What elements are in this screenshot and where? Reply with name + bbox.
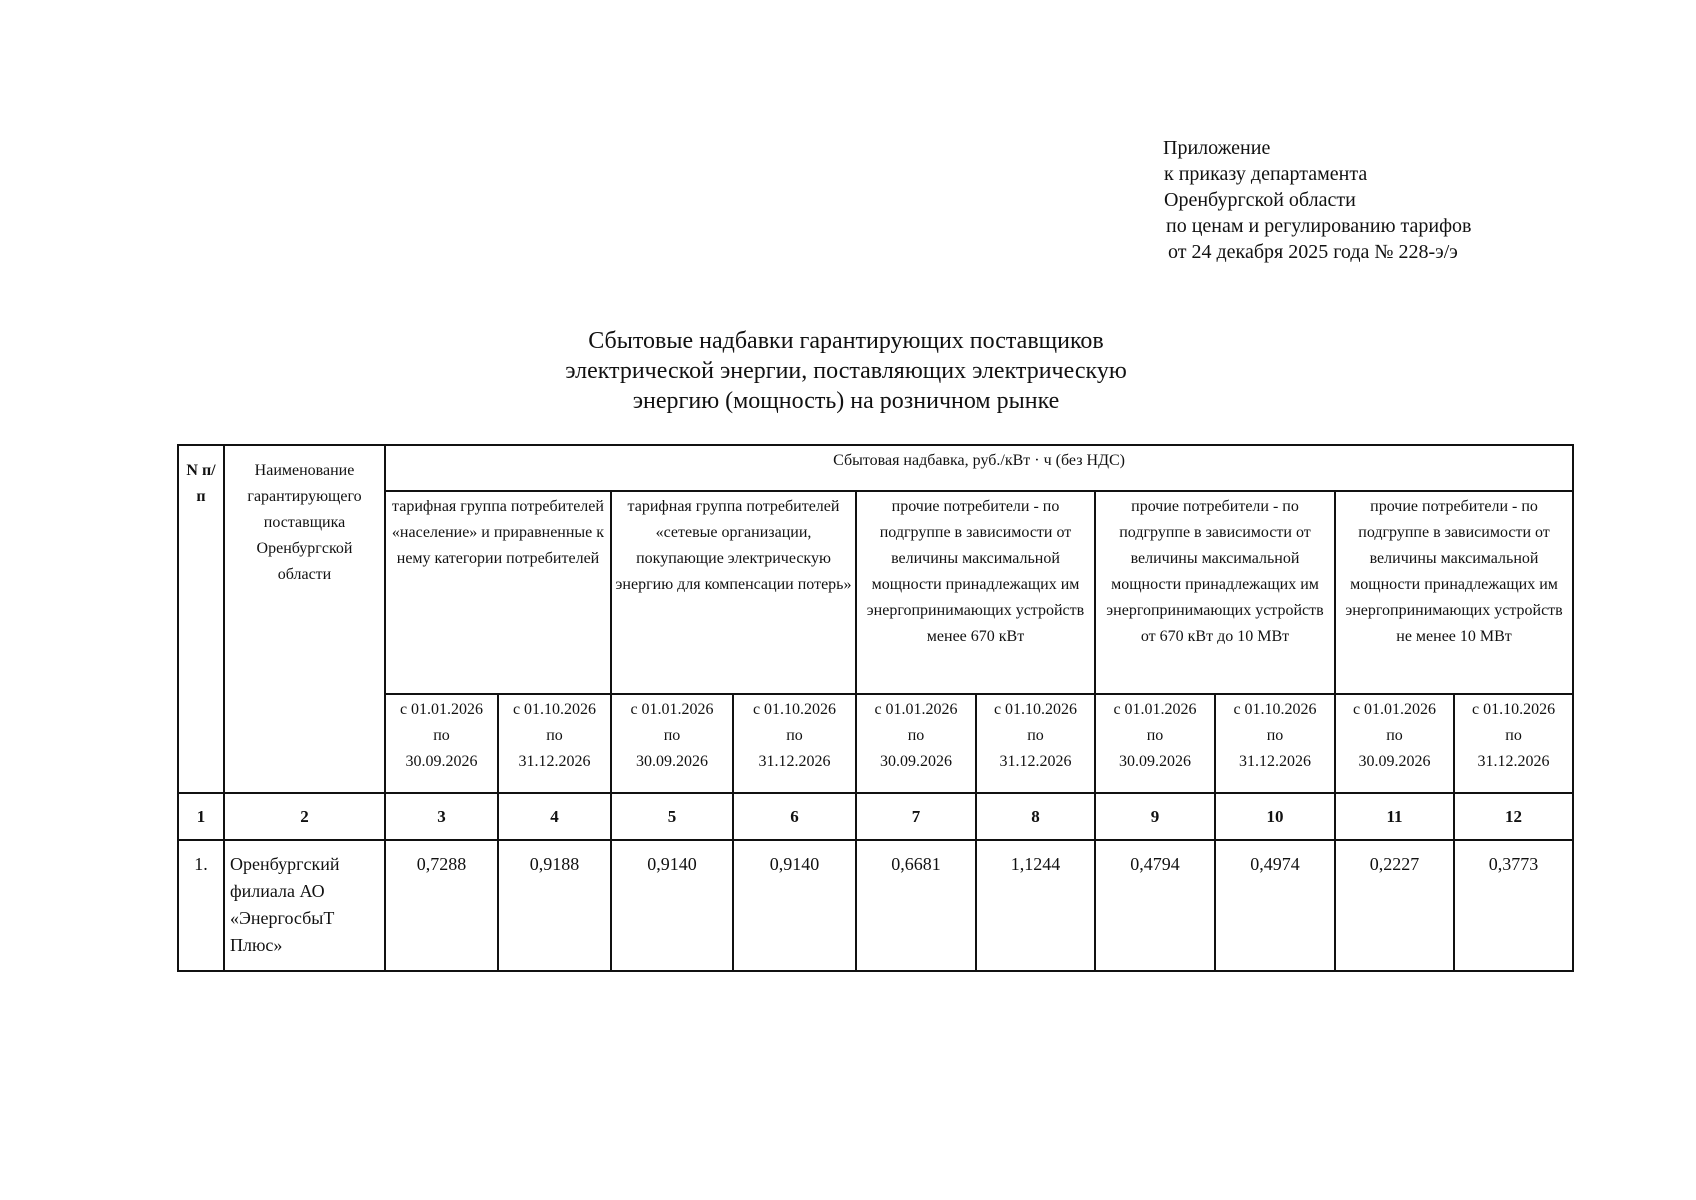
header-supplier-label: Наименование гарантирующего поставщика Оренбургской области [247,462,362,583]
period-from: с 01.10.2026 [512,701,597,718]
period-mid: по [1386,727,1403,744]
column-number: 7 [856,793,976,840]
group-label: тарифная группа потребителей «население» и приравненные к нему категории потребителей [391,498,605,567]
appendix-line: от 24 декабря 2025 года № 228-э/э [1168,241,1458,263]
period-from: с 01.01.2026 [630,701,714,718]
period-header [1454,694,1573,793]
period-to: 31.12.2026 [1239,753,1311,770]
column-number: 11 [1335,793,1454,840]
group-label: прочие потребители - по подгруппе в зависимости от величины максимальной мощности принадлежащих им энергопринимающих устройств не менее 10 МВт [1345,498,1563,645]
group-header [1335,491,1573,694]
period-header [498,694,611,793]
markup-value: 0,7288 [385,840,498,971]
supplier-name: Оренбургский филиала АО «ЭнергосбыТ Плюс» [224,840,385,971]
header-markup-label: Сбытовая надбавка, руб./кВт · ч (без НДС) [833,452,1125,469]
group-label: прочие потребители - по подгруппе в зависимости от величины максимальной мощности принадлежащих им энергопринимающих устройств менее 670 кВт [866,498,1085,645]
period-mid: по [1505,727,1522,744]
column-number: 5 [611,793,733,840]
column-number: 4 [498,793,611,840]
period-from: с 01.01.2026 [874,701,958,718]
column-number: 6 [733,793,856,840]
period-mid: по [663,727,681,744]
period-header [385,694,498,793]
period-from: с 01.01.2026 [1352,701,1437,718]
period-mid: по [1266,727,1284,744]
period-mid: по [1027,727,1044,744]
period-to: 30.09.2026 [1119,753,1191,770]
period-header [733,694,856,793]
document-title [0,326,1696,416]
group-label: тарифная группа потребителей «сетевые организации, покупающие электрическую энергию для компенсации потерь» [615,498,852,593]
period-from: с 01.10.2026 [1471,701,1556,718]
header-n [178,445,224,793]
group-header [385,491,611,694]
markup-value: 0,2227 [1335,840,1454,971]
period-from: с 01.10.2026 [752,701,837,718]
title-line: энергию (мощность) на розничном рынке [632,388,1060,414]
column-number: 12 [1454,793,1573,840]
markup-value: 0,9188 [498,840,611,971]
period-to: 31.12.2026 [758,753,831,770]
period-mid: по [907,727,925,744]
markup-value: 0,9140 [611,840,733,971]
period-to: 30.09.2026 [880,753,952,770]
markup-value: 0,4974 [1215,840,1335,971]
row-number: 1. [178,840,224,971]
period-header [976,694,1095,793]
period-from: с 01.10.2026 [1233,701,1317,718]
period-mid: по [546,727,563,744]
period-header [611,694,733,793]
group-label: прочие потребители - по подгруппе в зависимости от величины максимальной мощности принадлежащих им энергопринимающих устройств от 670 кВт до 10 МВт [1106,498,1324,645]
title-line: Сбытовые надбавки гарантирующих поставщиков [588,328,1104,354]
period-header [1095,694,1215,793]
column-number: 1 [178,793,224,840]
period-to: 30.09.2026 [1358,753,1431,770]
period-header [1335,694,1454,793]
period-to: 31.12.2026 [518,753,591,770]
appendix-line: по ценам и регулированию тарифов [1166,215,1472,237]
markup-value: 0,3773 [1454,840,1573,971]
header-supplier-name [224,445,385,793]
group-header [856,491,1095,694]
period-mid: по [786,727,803,744]
period-from: с 01.01.2026 [399,701,484,718]
period-mid: по [1146,727,1164,744]
column-number: 3 [385,793,498,840]
appendix-line: Приложение [1163,137,1271,159]
period-to: 30.09.2026 [636,753,708,770]
title-line: электрической энергии, поставляющих электрическую [565,358,1127,384]
period-mid: по [433,727,450,744]
period-header [1215,694,1335,793]
period-from: с 01.10.2026 [993,701,1078,718]
column-number: 2 [224,793,385,840]
period-to: 30.09.2026 [405,753,478,770]
group-header [1095,491,1335,694]
markup-value: 0,4794 [1095,840,1215,971]
group-header [611,491,856,694]
markup-value: 0,9140 [733,840,856,971]
column-number: 10 [1215,793,1335,840]
markup-value: 0,6681 [856,840,976,971]
header-markup [385,445,1573,491]
period-from: с 01.01.2026 [1113,701,1197,718]
column-number: 8 [976,793,1095,840]
markup-value: 1,1244 [976,840,1095,971]
period-header [856,694,976,793]
table-row [178,840,1573,971]
period-to: 31.12.2026 [1477,753,1550,770]
appendix-block [1163,135,1471,265]
header-n-label: N п/п [186,462,216,505]
appendix-line: Оренбургской области [1164,189,1356,211]
markup-table [177,444,1574,972]
appendix-line: к приказу департамента [1164,163,1368,185]
period-to: 31.12.2026 [999,753,1072,770]
column-number: 9 [1095,793,1215,840]
